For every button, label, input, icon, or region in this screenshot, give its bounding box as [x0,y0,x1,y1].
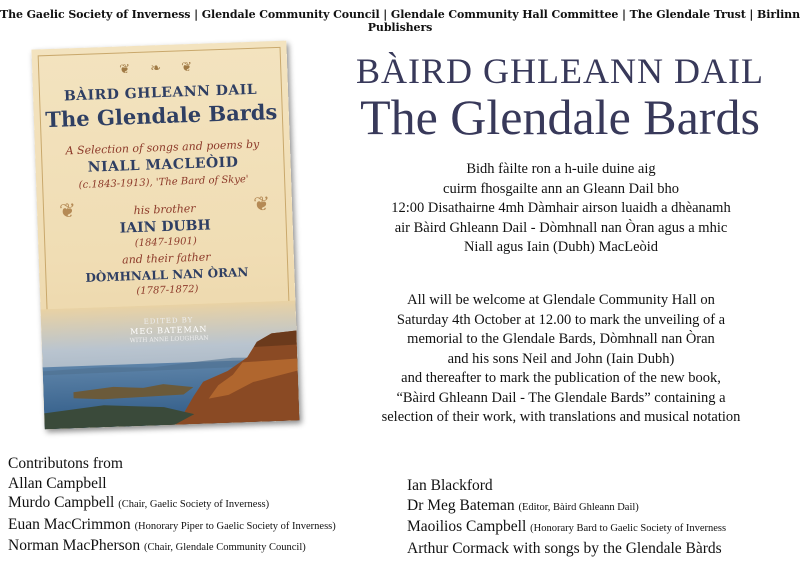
book-poet1-dates: (c.1843-1913), 'The Bard of Skye' [78,174,249,191]
english-line: “Bàird Ghleann Dail - The Glendale Bards” containing a [396,389,726,406]
contributor-role: (Chair, Gaelic Society of Inverness) [118,499,270,510]
book-poet2: IAIN DUBH [119,217,211,237]
contributor-role: (Honorary Piper to Gaelic Society of Inverness) [134,520,336,532]
partners-line: The Gaelic Society of Inverness | Glendale Community Council | Glendale Community Hall Committee | The Glendale Trust | Birlinn Publishers [0,8,800,34]
contributor-role: (Editor, Bàird Ghleann Dail) [518,501,639,513]
contributor [407,476,726,496]
book-title-english: The Glendale Bards [44,99,278,133]
book-editor-with: WITH ANNE LOUGHRAN [129,334,209,345]
contributor-role: (Chair, Glendale Community Council) [144,542,306,553]
english-line: selection of their work, with translations and musical notation [381,409,741,425]
book-subtitle: A Selection of songs and poems by [65,137,260,158]
contributor-name: Maoilios Campbell [407,518,527,535]
book-his-brother: his brother [133,201,196,218]
book-cover [31,41,299,430]
book-their-father: and their father [121,250,211,267]
contributors-heading: Contributons from [8,455,123,472]
gaelic-announcement [330,160,792,258]
contributors-left [8,454,336,558]
headline-english: The Glendale Bards [360,89,760,145]
book-editor: MEG BATEMAN [130,324,208,337]
book-poet3: DÒMHNALL NAN ÒRAN [85,265,249,285]
book-poet2-dates: (1847-1901) [134,235,197,250]
gaelic-line: Bidh fàilte ron a h-uile duine aig [466,161,656,177]
contributor-name: Ian Blackford [407,477,493,494]
english-line: and his sons Neil and John (Iain Dubh) [447,350,675,367]
english-line: memorial to the Glendale Bards, Dòmhnall nan Òran [407,331,715,347]
english-announcement [330,291,792,428]
contributor [8,493,336,515]
left-flourish-icon: ❦ [58,198,77,223]
contributor [8,515,336,537]
book-ornament-icon: ❦ ❧ ❦ [118,59,201,78]
contributor-role: (Honorary Bard to Gaelic Society of Inverness [530,523,727,534]
book-edited-by: EDITED BY [143,316,194,326]
contributor-name: Euan MacCrimmon [8,515,131,533]
gaelic-line: 12:00 Disathairne 4mh Dàmhair airson luaidh a dhèanamh [391,200,731,216]
gaelic-line: cuirm fhosgailte ann an Gleann Dail bho [443,180,679,197]
contributors-right [407,476,726,558]
contributor [8,474,336,494]
book-title-gaelic: BÀIRD GHLEANN DAIL [63,81,258,105]
contributor-name: Norman MacPherson [8,537,141,554]
english-line: Saturday 4th October at 12.00 to mark the unveiling of a [396,311,726,328]
contributor-name: Dr Meg Bateman [407,496,515,514]
english-line: All will be welcome at Glendale Community Hall on [407,292,715,308]
book-poet3-dates: (1787-1872) [136,283,199,298]
gaelic-line: Niall agus Iain (Dubh) MacLeòid [463,239,659,255]
contributor [407,517,726,539]
contributor [407,496,726,518]
contributor-name: Allan Campbell [8,474,107,492]
contributor [407,539,726,559]
gaelic-line: air Bàird Ghleann Dail - Dòmhnall nan Òran agus a mhic [394,219,728,236]
contributor-name: Murdo Campbell [8,494,115,511]
book-poet1: NIALL MACLEÒID [87,154,239,176]
right-flourish-icon: ❦ [252,191,271,216]
contributor-name: Arthur Cormack with songs by the Glendale Bàrds [407,539,722,557]
contributor [8,536,336,558]
english-line: and thereafter to mark the publication of the new book, [401,370,721,386]
headline-gaelic: BÀIRD GHLEANN DAIL [356,51,764,91]
